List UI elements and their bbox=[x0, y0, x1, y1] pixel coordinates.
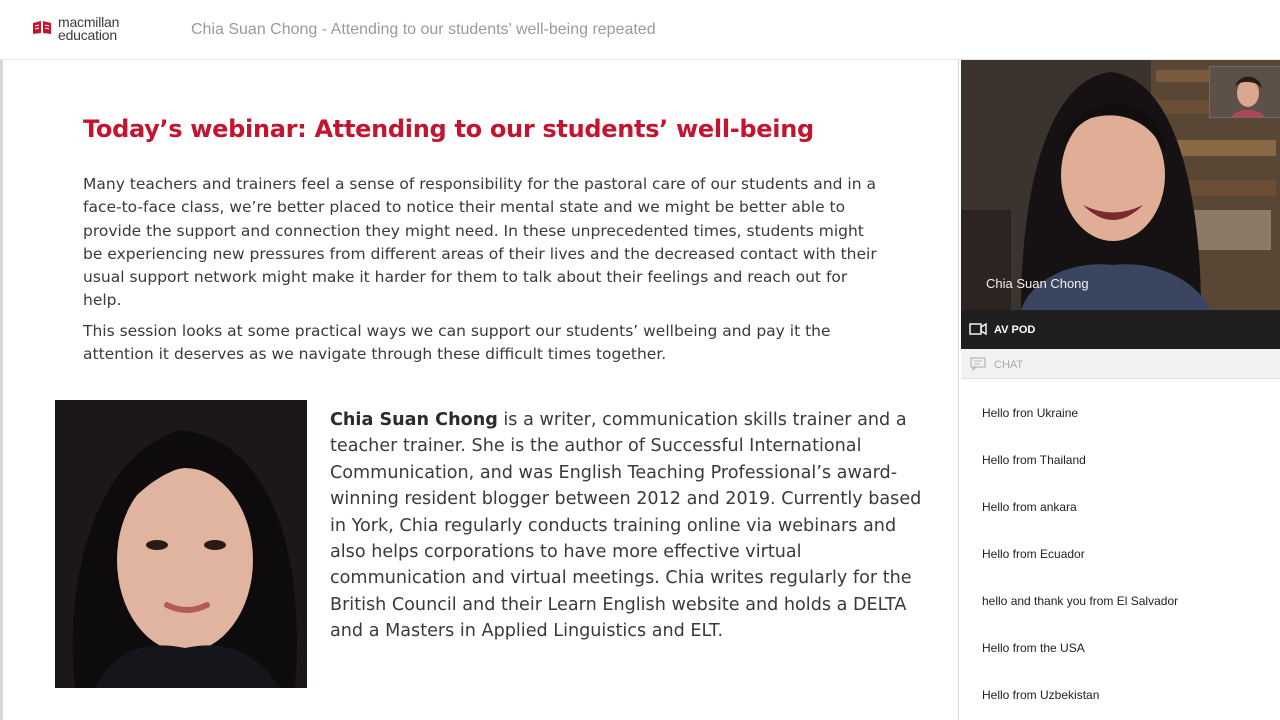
session-title: Chia Suan Chong - Attending to our students’ well-being repeated bbox=[191, 21, 656, 38]
bio-presenter-name: Chia Suan Chong bbox=[330, 410, 498, 430]
chat-message: Hello fron Ukraine bbox=[982, 406, 1079, 420]
logo-line-2: education bbox=[58, 27, 117, 43]
presenter-bio bbox=[330, 407, 930, 645]
chat-message: Hello from the USA bbox=[982, 641, 1085, 655]
macmillan-logo bbox=[32, 16, 119, 42]
chat-bubble-icon bbox=[970, 357, 986, 371]
slide-paragraph-2: This session looks at some practical ways we can support our students’ wellbeing and pay it the attention it deserves as we navigate through these difficult times together. bbox=[83, 322, 831, 364]
chat-message: Hello from ankara bbox=[982, 500, 1077, 514]
self-view-thumbnail[interactable] bbox=[1209, 66, 1280, 118]
slide-content-area bbox=[0, 60, 958, 720]
bio-text: is a writer, communication skills trainer and a teacher trainer. She is the author of Successful International Communication, and was English Teaching Professional’s award-winning resident blogger between 2012 and 2019. Currently based in York, Chia regularly conducts training online via webinars and also helps corporations to have more effective virtual communication and virtual meetings. Chia writes regularly for the British Council and their Learn English website and holds a DELTA and a Masters in Applied Linguistics and ELT. bbox=[330, 410, 922, 642]
chat-message: Hello from Uzbekistan bbox=[982, 688, 1100, 702]
chat-label: CHAT bbox=[994, 359, 1024, 371]
slide-title: Today’s webinar: Attending to our students’ well-being bbox=[83, 115, 814, 143]
chat-message: Hello from Thailand bbox=[982, 453, 1086, 467]
presenter-video-name: Chia Suan Chong bbox=[986, 276, 1089, 291]
macmillan-book-logo-icon bbox=[32, 19, 52, 35]
video-camera-icon bbox=[969, 322, 987, 336]
logo-wordmark bbox=[58, 16, 119, 42]
slide-paragraph-1: Many teachers and trainers feel a sense of responsibility for the pastoral care of our students and in a face-to-face class, we’re better placed to notice their mental state and we might be better able to provide the support and connection they might need. In these unprecedented times, students might be experiencing new pressures from different areas of their lives and the decreased contact with their usual support network might make it harder for them to talk about their feelings and reach out for help. bbox=[83, 175, 877, 310]
logo-line-1: macmillan bbox=[58, 14, 120, 30]
chat-message: hello and thank you from El Salvador bbox=[982, 594, 1179, 608]
presenter-video[interactable] bbox=[961, 60, 1280, 310]
av-pod-label: AV POD bbox=[994, 324, 1036, 336]
chat-message-list[interactable] bbox=[961, 379, 1280, 720]
presenter-photo bbox=[55, 400, 307, 688]
top-bar bbox=[0, 0, 1280, 60]
chat-header[interactable] bbox=[961, 349, 1280, 379]
chat-message: Hello from Ecuador bbox=[982, 547, 1085, 561]
right-sidebar bbox=[958, 60, 1280, 720]
av-pod-bar[interactable] bbox=[961, 310, 1280, 349]
